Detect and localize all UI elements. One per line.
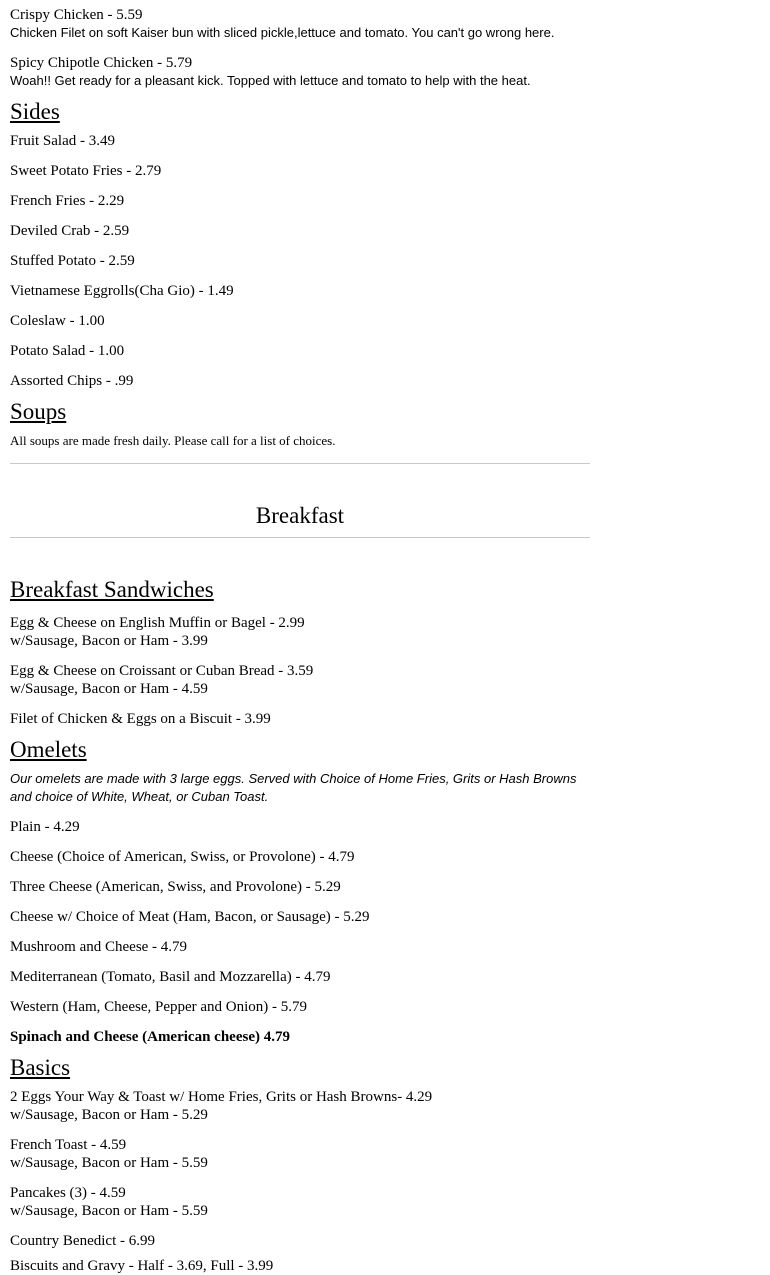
side-item: Assorted Chips - .99 bbox=[10, 373, 134, 389]
breakfast-sandwich-addon: w/Sausage, Bacon or Ham - 4.59 bbox=[10, 681, 208, 697]
side-item: Sweet Potato Fries - 2.79 bbox=[10, 163, 162, 179]
side-item: Vietnamese Eggrolls(Cha Gio) - 1.49 bbox=[10, 283, 234, 299]
page-title-breakfast: Breakfast bbox=[255, 503, 345, 528]
menu-item-description: Chicken Filet on soft Kaiser bun with sliced pickle,lettuce and tomato. You can't go wrong here. bbox=[10, 25, 555, 40]
omelet-item: Three Cheese (American, Swiss, and Provolone) - 5.29 bbox=[10, 879, 341, 895]
section-heading-soups: Soups bbox=[10, 399, 67, 424]
menu-item-description: Woah!! Get ready for a pleasant kick. Topped with lettuce and tomato to help with the heat. bbox=[10, 73, 531, 88]
basics-addon: w/Sausage, Bacon or Ham - 5.29 bbox=[10, 1107, 208, 1123]
soups-note: All soups are made fresh daily. Please call for a list of choices. bbox=[10, 433, 336, 448]
section-heading-sides: Sides bbox=[10, 99, 60, 124]
side-item: Deviled Crab - 2.59 bbox=[10, 223, 130, 239]
menu-item-crispy-chicken: Crispy Chicken - 5.59 bbox=[10, 7, 143, 23]
basics-item: French Toast - 4.59 bbox=[10, 1137, 127, 1153]
basics-addon: w/Sausage, Bacon or Ham - 5.59 bbox=[10, 1155, 208, 1171]
basics-addon: w/Sausage, Bacon or Ham - 5.59 bbox=[10, 1203, 208, 1219]
omelet-item-spinach: Spinach and Cheese (American cheese) 4.79 bbox=[10, 1029, 290, 1045]
omelets-note: and choice of White, Wheat, or Cuban Toast. bbox=[10, 789, 269, 804]
side-item: Potato Salad - 1.00 bbox=[10, 343, 125, 359]
side-item: French Fries - 2.29 bbox=[10, 193, 125, 209]
basics-item: Biscuits and Gravy - Half - 3.69, Full - 3.99 bbox=[10, 1258, 274, 1274]
omelet-item: Plain - 4.29 bbox=[10, 819, 80, 835]
breakfast-sandwich-item: Egg & Cheese on Croissant or Cuban Bread - 3.59 bbox=[10, 663, 314, 679]
basics-item: Country Benedict - 6.99 bbox=[10, 1233, 155, 1249]
side-item: Coleslaw - 1.00 bbox=[10, 313, 105, 329]
breakfast-sandwich-item: Filet of Chicken & Eggs on a Biscuit - 3.99 bbox=[10, 711, 271, 727]
section-divider bbox=[10, 537, 590, 538]
omelet-item: Cheese w/ Choice of Meat (Ham, Bacon, or Sausage) - 5.29 bbox=[10, 909, 370, 925]
menu-item-spicy-chipotle-chicken: Spicy Chipotle Chicken - 5.79 bbox=[10, 55, 193, 71]
section-heading-omelets: Omelets bbox=[10, 737, 87, 762]
section-heading-basics: Basics bbox=[10, 1055, 71, 1080]
omelets-note: Our omelets are made with 3 large eggs. Served with Choice of Home Fries, Grits or Hash Browns bbox=[10, 771, 577, 786]
side-item: Fruit Salad - 3.49 bbox=[10, 133, 115, 149]
breakfast-sandwich-addon: w/Sausage, Bacon or Ham - 3.99 bbox=[10, 633, 208, 649]
basics-item: Pancakes (3) - 4.59 bbox=[10, 1185, 126, 1201]
omelet-item: Mushroom and Cheese - 4.79 bbox=[10, 939, 188, 955]
omelet-item: Mediterranean (Tomato, Basil and Mozzarella) - 4.79 bbox=[10, 969, 331, 985]
section-divider bbox=[10, 463, 590, 464]
section-heading-breakfast-sandwiches: Breakfast Sandwiches bbox=[10, 577, 214, 602]
omelet-item: Cheese (Choice of American, Swiss, or Provolone) - 4.79 bbox=[10, 849, 355, 865]
side-item: Stuffed Potato - 2.59 bbox=[10, 253, 135, 269]
omelet-item: Western (Ham, Cheese, Pepper and Onion) - 5.79 bbox=[10, 999, 308, 1015]
basics-item: 2 Eggs Your Way & Toast w/ Home Fries, Grits or Hash Browns- 4.29 bbox=[10, 1089, 433, 1105]
breakfast-sandwich-item: Egg & Cheese on English Muffin or Bagel - 2.99 bbox=[10, 615, 305, 631]
